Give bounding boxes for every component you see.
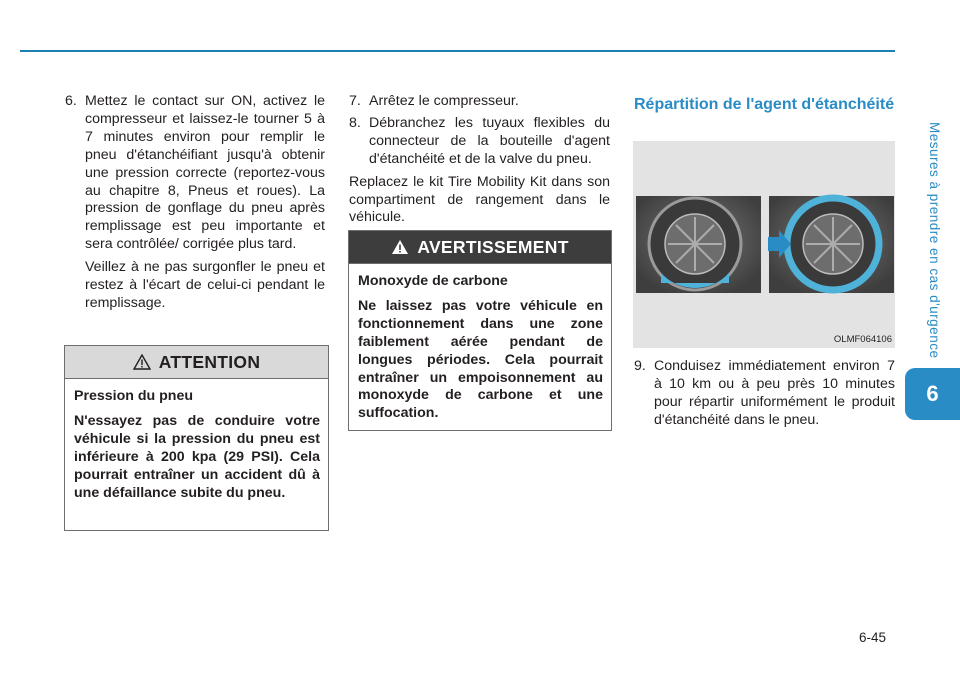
warning-box — [348, 230, 612, 431]
step-number: 8. — [349, 114, 361, 131]
column-left — [65, 93, 325, 313]
tire-diagram — [633, 141, 895, 348]
chapter-tab: 6 — [905, 368, 960, 420]
step-8 — [349, 115, 610, 169]
step-9 — [634, 358, 895, 430]
attention-subtitle: Pression du pneu — [74, 388, 194, 404]
step-text: Conduisez immédiatement environ 7 à 10 km ou à peu près 10 minutes pour répartir uniformément le produit d'étanchéité dans le pneu. — [654, 358, 895, 428]
page-number: 6-45 — [859, 630, 887, 645]
column-middle — [349, 93, 610, 227]
warning-subtitle: Monoxyde de carbone — [358, 273, 508, 289]
step-text: Mettez le contact sur ON, activez le compresseur et laissez-le tourner 5 à 7 minutes environ pour remplir le pneu d'étanchéifiant jusqu'à obtenir une pression correcte (reportez-vous au chapitre 8, Pneus et roues). La pression de gonflage du pneu après remplissage est peu importante et sera contrôlée/ corrigée plus tard. — [85, 93, 325, 253]
step-7 — [349, 93, 610, 111]
step-number: 9. — [634, 358, 646, 374]
step-text: Débranchez les tuyaux flexibles du connecteur de la bouteille d'agent d'étanchéité et de la valve du pneu. — [369, 114, 610, 167]
step-number: 7. — [349, 93, 361, 109]
step-9-block — [634, 358, 895, 430]
section-heading: Répartition de l'agent d'étanchéité — [634, 96, 895, 113]
tire-sealant-illustration — [633, 141, 895, 348]
attention-text: N'essayez pas de conduire votre véhicule si la pression du pneu est inférieure à 200 kpa (29 PSI). Cela pourrait entraîner un accident dû à une défaillance subite du pneu. — [74, 412, 320, 501]
caution-triangle-icon — [133, 354, 151, 370]
header-rule — [20, 50, 895, 52]
attention-title: ATTENTION — [158, 351, 261, 372]
column-right — [634, 96, 895, 113]
step-text: Arrêtez le compresseur. — [369, 93, 519, 109]
warning-title: AVERTISSEMENT — [417, 236, 569, 257]
attention-header — [65, 346, 328, 379]
attention-box — [64, 345, 329, 531]
image-code: OLMF064106 — [833, 334, 892, 345]
section-title: Mesures à prendre en cas d'urgence — [927, 122, 942, 359]
warning-body — [349, 264, 611, 423]
attention-body — [65, 379, 328, 502]
warning-text: Ne laissez pas votre véhicule en fonctionnement dans une zone faiblement aérée pendant de longues périodes. Cela pourrait entraîner un empoisonnement au monoxyde de carbone et une suffocation. — [358, 297, 603, 422]
step-6-note: Veillez à ne pas surgonfler le pneu et restez à l'écart de celui-ci pendant le remplissage. — [85, 259, 325, 311]
step-6 — [65, 93, 325, 254]
warning-triangle-icon — [391, 239, 409, 255]
warning-header — [349, 231, 611, 264]
step-number: 6. — [65, 93, 77, 109]
replace-text: Replacez le kit Tire Mobility Kit dans son compartiment de rangement dans le véhicule. — [349, 173, 610, 226]
